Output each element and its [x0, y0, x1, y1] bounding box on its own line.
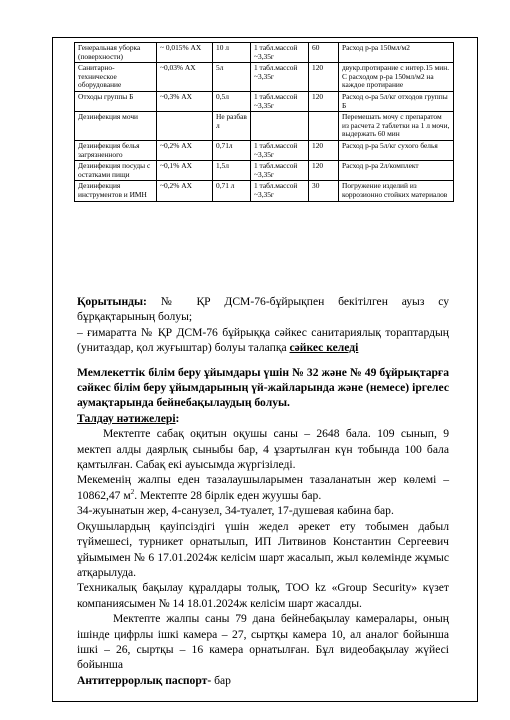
table-cell-note: Расход о-ра 5л/кг отходов группы Б: [339, 91, 454, 111]
table-cell-note: двукр.протирание с интер.15 мин. С расходом р-ра 150мл/м2 на каждое протирание: [339, 63, 454, 92]
table-cell-tablets: 1 табл.массой ~3,35г: [251, 161, 309, 181]
table-cell-volume: Не разбав л: [213, 112, 251, 141]
table-cell-object: Отходы группы Б: [75, 91, 157, 111]
table-cell-tablets: 1 табл.массой ~3,35г: [251, 43, 309, 63]
paragraph-technical: Техникалық бақылау құралдары толық, ТОО kz «Group Security» күзет компаниясымен № 14 18.01.2024ж келісім шарт жасалды.: [77, 581, 449, 610]
table-cell-object: Дезинфекция белья загрязненного: [75, 140, 157, 160]
table-cell-object: Дезинфекция инструментов и ИМН: [75, 181, 157, 201]
disinfection-table: [74, 42, 454, 202]
table-cell-volume: 1,5л: [213, 161, 251, 181]
table-cell-time: 60: [309, 43, 339, 63]
conclusion-verdict: сәйкес келеді: [289, 341, 359, 355]
table-cell-conc: ~0,03% АХ: [157, 63, 213, 92]
analysis-label: Талдау нәтижелері: [77, 411, 176, 425]
table-cell-volume: 0,71л: [213, 140, 251, 160]
table-cell-time: 120: [309, 91, 339, 111]
table-row: [75, 161, 454, 181]
table-row: [75, 140, 454, 160]
paragraph-students: Мектепте сабақ оқитын оқушы саны – 2648 бала. 109 сынып, 9 мектеп алды даярлық сыныбы бар, 4 ұзартылған күн тобында 100 бала қамтылған. Сабақ екі ауысымда жүргізіледі.: [77, 427, 449, 472]
document-text: [77, 294, 449, 688]
passport-label: Антитеррорлық паспорт-: [77, 673, 212, 687]
table-row: [75, 91, 454, 111]
table-cell-object: Генеральная уборка (поверхности): [75, 43, 157, 63]
table-cell-time: 120: [309, 140, 339, 160]
table-row: [75, 112, 454, 141]
conclusion-text-2: – ғимаратта № ҚР ДСМ-76 бұйрыққа сәйкес санитариялық тораптардың (унитаздар, қол жуғыштар) болуы талапқа: [77, 325, 449, 355]
table-cell-tablets: 1 табл.массой ~3,35г: [251, 181, 309, 201]
table-cell-note: Погружение изделий из коррозионно стойких материалов: [339, 181, 454, 201]
passport-value: бар: [211, 673, 231, 687]
area-sup: 2: [130, 488, 135, 497]
table-cell-volume: 10 л: [213, 43, 251, 63]
table-cell-conc: ~0,1% АХ: [157, 161, 213, 181]
paragraph-security: Оқушылардың қауіпсіздігі үшін жедел әрекет ету тобымен дабыл түймешесі, турникет орнатылып, ИП Литвинов Константин Сергеевич ұйымымен № 6 17.01.2024ж келісім шарт жасалып, жыл көлемінде жұмыс атқарылуда.: [77, 519, 449, 579]
table-cell-object: Санитарно-техническое оборудование: [75, 63, 157, 92]
area-text-2: . Мектепте 28 бірлік еден жуушы бар.: [134, 488, 322, 502]
table-cell-time: 120: [309, 63, 339, 92]
table-cell-object: Дезинфекция мочи: [75, 112, 157, 141]
section-title: Мемлекеттік білім беру ұйымдары үшін № 32 және № 49 бұйрықтарға сәйкес білім беру ұйымдарының үй-жайларында және (немесе) іргелес аумақтарында бейнебақылаудың болуы.: [77, 365, 449, 410]
table-cell-note: Расход р-ра 5л/кг сухого белья: [339, 140, 454, 160]
table-cell-note: Перемешать мочу с препаратом из расчета 2 таблетки на 1 л мочи, выдержать 60 мин: [339, 112, 454, 141]
conclusion-label: Қорытынды:: [77, 295, 147, 308]
table-cell-object: Дезинфекция посуды с остатками пищи: [75, 161, 157, 181]
table-cell-volume: 5л: [213, 63, 251, 92]
table-cell-note: Расход р-ра 150мл/м2: [339, 43, 454, 63]
table-cell-tablets: 1 табл.массой ~3,35г: [251, 63, 309, 92]
table-cell-conc: ~ 0,015% АХ: [157, 43, 213, 63]
table-cell-time: [309, 112, 339, 141]
conclusion-text-1: № ҚР ДСМ-76-бұйрықпен бекітілген ауыз су бұрқақтарының болуы;: [77, 295, 449, 324]
table-cell-conc: ~0,3% АХ: [157, 91, 213, 111]
table-cell-volume: 0,71 л: [213, 181, 251, 201]
area-text: Мекеменің жалпы еден тазалаушыларымен тазаланатын жер көлемі – 10862,47 м: [77, 473, 449, 502]
table-cell-time: 30: [309, 181, 339, 201]
table-cell-conc: ~0,2% АХ: [157, 181, 213, 201]
table-row: [75, 63, 454, 92]
analysis-colon: :: [175, 411, 180, 425]
table-row: [75, 43, 454, 63]
table-cell-tablets: 1 табл.массой ~3,35г: [251, 91, 309, 111]
paragraph-passport: [77, 673, 449, 688]
table-cell-volume: 0,5л: [213, 91, 251, 111]
paragraph-area: [77, 472, 449, 503]
conclusion-paragraph-2: [77, 325, 449, 356]
table-cell-conc: ~0,2% АХ: [157, 140, 213, 160]
table-cell-conc: [157, 112, 213, 141]
table-cell-tablets: 1 табл.массой ~3,35г: [251, 140, 309, 160]
table-cell-time: 120: [309, 161, 339, 181]
paragraph-cameras: Мектепте жалпы саны 79 дана бейнебақылау камералары, оның ішінде цифрлы ішкі камера – 27, сыртқы камера 10, ал аналог бойынша ішкі – 26, сыртқы – 16 камера орнатылған. Бұл видеобақылау жүйесі бойынша: [77, 612, 449, 672]
table-cell-tablets: [251, 112, 309, 141]
conclusion-paragraph: [77, 294, 449, 325]
table-cell-note: Расход р-ра 2л/комплект: [339, 161, 454, 181]
table-row: [75, 181, 454, 201]
analysis-heading: [77, 411, 449, 426]
paragraph-facilities: 34-жуынатын жер, 4-санузел, 34-туалет, 17-душевая кабина бар.: [77, 504, 394, 518]
